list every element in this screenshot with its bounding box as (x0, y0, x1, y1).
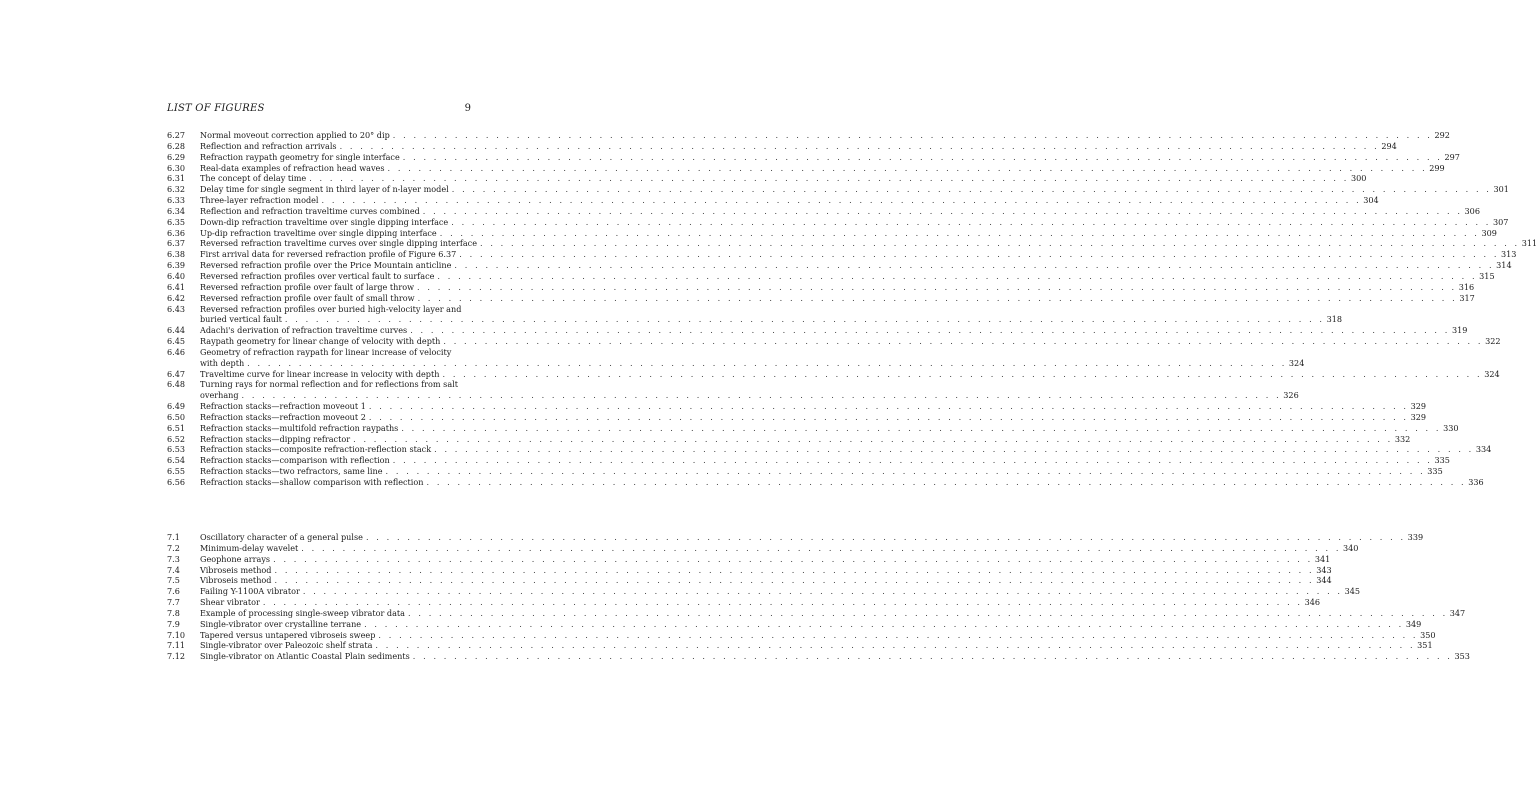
dot-leader (350, 434, 1393, 445)
figure-title: Refraction stacks—two refractors, same line (200, 466, 383, 477)
figure-entry (167, 575, 1332, 586)
dot-leader (337, 141, 1380, 152)
figure-title: Single-vibrator over Paleozoic shelf strata (200, 640, 373, 651)
dot-leader (361, 619, 1404, 630)
figure-number: 6.45 (167, 336, 186, 347)
figure-number: 6.33 (167, 195, 186, 206)
figure-title: Refraction raypath geometry for single interface (200, 151, 400, 162)
page-reference: 307 (1492, 216, 1509, 227)
dot-leader (431, 444, 1474, 455)
figure-number: 7.2 (167, 542, 180, 553)
figure-title: Example of processing single-sweep vibrator data (200, 607, 406, 618)
figure-title: Refraction stacks—multifold refraction raypaths (200, 422, 399, 433)
dot-leader (451, 260, 1494, 271)
figure-number: 7.1 (167, 532, 180, 542)
figure-number: 6.34 (167, 205, 186, 216)
figure-entry (167, 455, 1450, 466)
figure-title: Real-data examples of refraction head waves (200, 162, 385, 173)
figure-title: Delay time for single segment in third layer of n-layer model (200, 184, 449, 195)
figure-entry (167, 433, 1411, 445)
figure-number: 7.11 (167, 640, 186, 651)
dot-leader (271, 565, 1314, 576)
figure-number: 6.46 (167, 346, 186, 357)
figure-number: 6.36 (167, 227, 186, 238)
figure-entry (167, 162, 1445, 174)
page-reference: 335 (1427, 466, 1443, 477)
figure-title: Refraction stacks—comparison with reflection (200, 455, 390, 466)
page-reference: 343 (1316, 564, 1332, 575)
figure-title: Reflection and refraction arrivals (200, 140, 337, 151)
page-reference: 335 (1434, 455, 1450, 466)
figure-title: Raypath geometry for linear change of velocity with depth (200, 336, 441, 347)
dot-leader (239, 390, 1282, 401)
figure-entry (167, 281, 1475, 293)
page-header (167, 103, 471, 114)
figure-number: 6.44 (167, 325, 186, 336)
figure-entry (167, 325, 1468, 336)
dot-leader (449, 184, 1492, 195)
dot-leader (414, 282, 1457, 293)
dot-leader (456, 249, 1499, 260)
figure-number: 6.56 (167, 477, 186, 487)
page-reference: 294 (1381, 140, 1397, 151)
figure-number: 6.41 (167, 281, 186, 292)
page-reference: 313 (1501, 249, 1517, 260)
figure-title: Refraction stacks—shallow comparison with reflection (200, 477, 424, 487)
page-reference: 317 (1459, 292, 1475, 303)
dot-leader (244, 358, 1287, 369)
dot-leader (375, 630, 1418, 641)
figure-entry (167, 368, 1500, 380)
figure-number: 6.43 (167, 303, 186, 314)
page-reference: 324 (1484, 368, 1500, 379)
figure-entry (167, 140, 1397, 152)
figure-entry (167, 184, 1509, 195)
figure-title: Single-vibrator on Atlantic Coastal Plain sediments (200, 651, 410, 662)
figure-entry (167, 401, 1427, 412)
page-reference: 319 (1451, 325, 1468, 336)
figure-entry (167, 597, 1321, 608)
page-reference: 330 (1443, 422, 1459, 433)
figure-entry (167, 151, 1460, 163)
page-reference: 339 (1407, 532, 1424, 542)
figure-entry (167, 303, 1343, 326)
figure-title: Normal moveout correction applied to 20° dip (200, 130, 390, 140)
dot-leader (440, 336, 1483, 347)
figure-number: 6.27 (167, 130, 186, 140)
page-reference: 304 (1363, 195, 1379, 206)
figure-title: Reversed refraction traveltime curves over single dipping interface (200, 238, 477, 249)
figure-number: 6.54 (167, 455, 186, 466)
figure-title: Adachi's derivation of refraction traveltime curves (200, 325, 408, 336)
dot-leader (372, 640, 1415, 651)
dot-leader (363, 532, 1406, 543)
figure-number: 6.32 (167, 184, 186, 195)
figure-title: Reversed refraction profiles over vertical fault to surface (200, 270, 435, 281)
dot-leader (400, 152, 1443, 163)
page-reference: 318 (1326, 314, 1343, 325)
figure-number: 6.42 (167, 292, 186, 303)
figure-entry (167, 173, 1367, 184)
page-reference: 329 (1410, 401, 1427, 412)
page-reference: 322 (1485, 336, 1501, 347)
page-reference: 315 (1479, 270, 1495, 281)
page-reference: 299 (1429, 162, 1445, 173)
dot-leader (383, 466, 1426, 477)
running-title: LIST OF FIGURES (167, 103, 265, 114)
figure-title: Refraction stacks—refraction moveout 2 (200, 411, 366, 422)
figure-entry (167, 216, 1509, 228)
figure-entry (167, 346, 1305, 369)
page-reference: 341 (1314, 553, 1331, 564)
dot-leader (398, 423, 1441, 434)
figure-number: 7.3 (167, 553, 180, 564)
page-reference: 311 (1521, 238, 1537, 249)
dot-leader (434, 271, 1477, 282)
figure-entry (167, 553, 1331, 565)
figure-number: 6.49 (167, 401, 186, 412)
page-reference: 347 (1449, 607, 1466, 618)
figure-title: Minimum-delay wavelet (200, 542, 299, 553)
page-reference: 324 (1288, 357, 1305, 368)
page-reference: 316 (1458, 281, 1475, 292)
figure-number: 6.35 (167, 216, 186, 227)
dot-leader (298, 543, 1341, 554)
figure-entry (167, 542, 1359, 554)
page-reference: 300 (1350, 173, 1367, 184)
figure-entry (167, 195, 1379, 206)
figure-title: Geophone arrays (200, 553, 271, 564)
dot-leader (306, 173, 1349, 184)
figure-number: 6.38 (167, 249, 186, 260)
dot-leader (366, 412, 1409, 423)
dot-leader (437, 228, 1480, 239)
page-reference: 326 (1283, 390, 1299, 401)
page-reference: 351 (1417, 640, 1433, 651)
figure-entry (167, 477, 1484, 488)
figure-title: Reversed refraction profiles over buried high-velocity layer and (200, 303, 462, 314)
figure-title: Oscillatory character of a general pulse (200, 532, 363, 542)
figure-title: Three-layer refraction model (200, 195, 319, 206)
page-reference: 306 (1464, 205, 1480, 216)
figure-entry (167, 564, 1332, 576)
dot-leader (260, 597, 1303, 608)
dot-leader (390, 455, 1433, 466)
figure-number: 6.55 (167, 466, 186, 477)
page-reference: 344 (1316, 575, 1332, 586)
figure-entry (167, 651, 1470, 662)
page-reference: 332 (1394, 433, 1411, 444)
dot-leader (415, 293, 1458, 304)
figure-entry (167, 466, 1443, 477)
figure-number: 6.37 (167, 238, 186, 249)
figure-number: 6.31 (167, 173, 186, 184)
figure-entry (167, 629, 1436, 641)
dot-leader (319, 195, 1362, 206)
figure-entry (167, 379, 1299, 401)
figure-number: 7.12 (167, 651, 186, 662)
figure-entry (167, 411, 1427, 423)
figure-number: 7.6 (167, 586, 180, 597)
figure-number: 6.29 (167, 151, 186, 162)
figure-title: Refraction stacks—dipping refractor (200, 433, 351, 444)
page-reference: 340 (1343, 542, 1359, 553)
figure-number: 7.5 (167, 575, 180, 586)
figure-title: Geometry of refraction raypath for linear increase of velocity (200, 346, 452, 357)
figure-title-continued: with depth (200, 357, 245, 368)
page-reference: 336 (1468, 477, 1484, 487)
figure-title-continued: overhang (200, 390, 239, 401)
figure-entry (167, 227, 1497, 239)
dot-leader (477, 238, 1520, 249)
dot-leader (385, 163, 1428, 174)
figure-entry (167, 249, 1517, 260)
figure-number: 6.50 (167, 411, 186, 422)
page-reference: 301 (1493, 184, 1509, 195)
figure-title: Shear vibrator (200, 597, 260, 608)
dot-leader (407, 325, 1450, 336)
figure-title: Reversed refraction profile over fault of large throw (200, 281, 414, 292)
page-reference: 314 (1496, 260, 1512, 271)
page-reference: 350 (1420, 629, 1436, 640)
figure-number: 7.4 (167, 564, 180, 575)
figure-title: Reversed refraction profile over fault of small throw (200, 292, 415, 303)
figure-title: Reversed refraction profile over the Price Mountain anticline (200, 260, 452, 271)
figure-entry (167, 640, 1433, 651)
dot-leader (271, 575, 1314, 586)
dot-leader (405, 608, 1448, 619)
figure-title-continued: buried vertical fault (200, 314, 282, 325)
figure-entry (167, 260, 1512, 271)
figure-entry (167, 270, 1495, 282)
figure-title: Vibroseis method (200, 564, 272, 575)
figure-number: 6.48 (167, 379, 186, 390)
figure-number: 6.51 (167, 422, 186, 433)
figure-entry (167, 618, 1422, 630)
figure-title: Reflection and refraction traveltime curves combined (200, 205, 420, 216)
figure-title: Vibroseis method (200, 575, 272, 586)
figure-entry (167, 607, 1466, 619)
dot-leader (420, 206, 1463, 217)
figure-title: Up-dip refraction traveltime over single dipping interface (200, 227, 437, 238)
figure-entry (167, 532, 1424, 543)
figure-number: 7.8 (167, 607, 180, 618)
figure-number: 6.47 (167, 368, 186, 379)
figure-entry (167, 130, 1450, 141)
figure-title: Refraction stacks—refraction moveout 1 (200, 401, 366, 412)
dot-leader (423, 477, 1466, 488)
page-reference: 329 (1410, 411, 1427, 422)
dot-leader (366, 401, 1409, 412)
figure-entry (167, 205, 1480, 217)
figure-title: Refraction stacks—composite refraction-reflection stack (200, 444, 432, 455)
figure-number: 6.53 (167, 444, 186, 455)
dot-leader (439, 369, 1482, 380)
dot-leader (448, 217, 1491, 228)
figure-title: Down-dip refraction traveltime over single dipping interface (200, 216, 449, 227)
figure-title: Tapered versus untapered vibroseis sweep (200, 629, 376, 640)
page-reference: 353 (1454, 651, 1470, 662)
figure-number: 7.7 (167, 597, 180, 608)
dot-leader (390, 130, 1433, 141)
page-reference: 309 (1481, 227, 1497, 238)
figure-number: 7.10 (167, 629, 186, 640)
figure-number: 7.9 (167, 618, 180, 629)
dot-leader (300, 586, 1343, 597)
page-reference: 334 (1475, 444, 1492, 455)
figure-entry (167, 444, 1492, 455)
figure-title: Single-vibrator over crystalline terrane (200, 618, 362, 629)
page-reference: 297 (1444, 151, 1460, 162)
page-reference: 349 (1405, 618, 1422, 629)
figure-entry (167, 238, 1537, 249)
figure-title: First arrival data for reversed refraction profile of Figure 6.37 (200, 249, 457, 260)
figure-number: 6.40 (167, 270, 186, 281)
figure-title: Failing Y-1100A vibrator (200, 586, 300, 597)
dot-leader (410, 651, 1453, 662)
figure-title: The concept of delay time (200, 173, 307, 184)
figure-number: 6.52 (167, 433, 186, 444)
page-reference: 345 (1344, 586, 1361, 597)
figure-number: 6.30 (167, 162, 186, 173)
dot-leader (270, 554, 1313, 565)
figure-list-chapter-6 (167, 130, 1537, 488)
figure-entry (167, 292, 1475, 304)
figure-entry (167, 336, 1501, 347)
page-reference: 346 (1304, 597, 1321, 608)
figure-title: Turning rays for normal reflection and for reflections from salt (200, 379, 458, 390)
page-reference: 292 (1434, 130, 1450, 140)
figure-list-chapter-7 (167, 532, 1470, 662)
figure-entry (167, 586, 1361, 597)
page-number: 9 (464, 103, 471, 114)
figure-number: 6.39 (167, 260, 186, 271)
figure-entry (167, 422, 1459, 434)
dot-leader (282, 314, 1325, 325)
figure-number: 6.28 (167, 140, 186, 151)
figure-title: Traveltime curve for linear increase in velocity with depth (200, 368, 440, 379)
